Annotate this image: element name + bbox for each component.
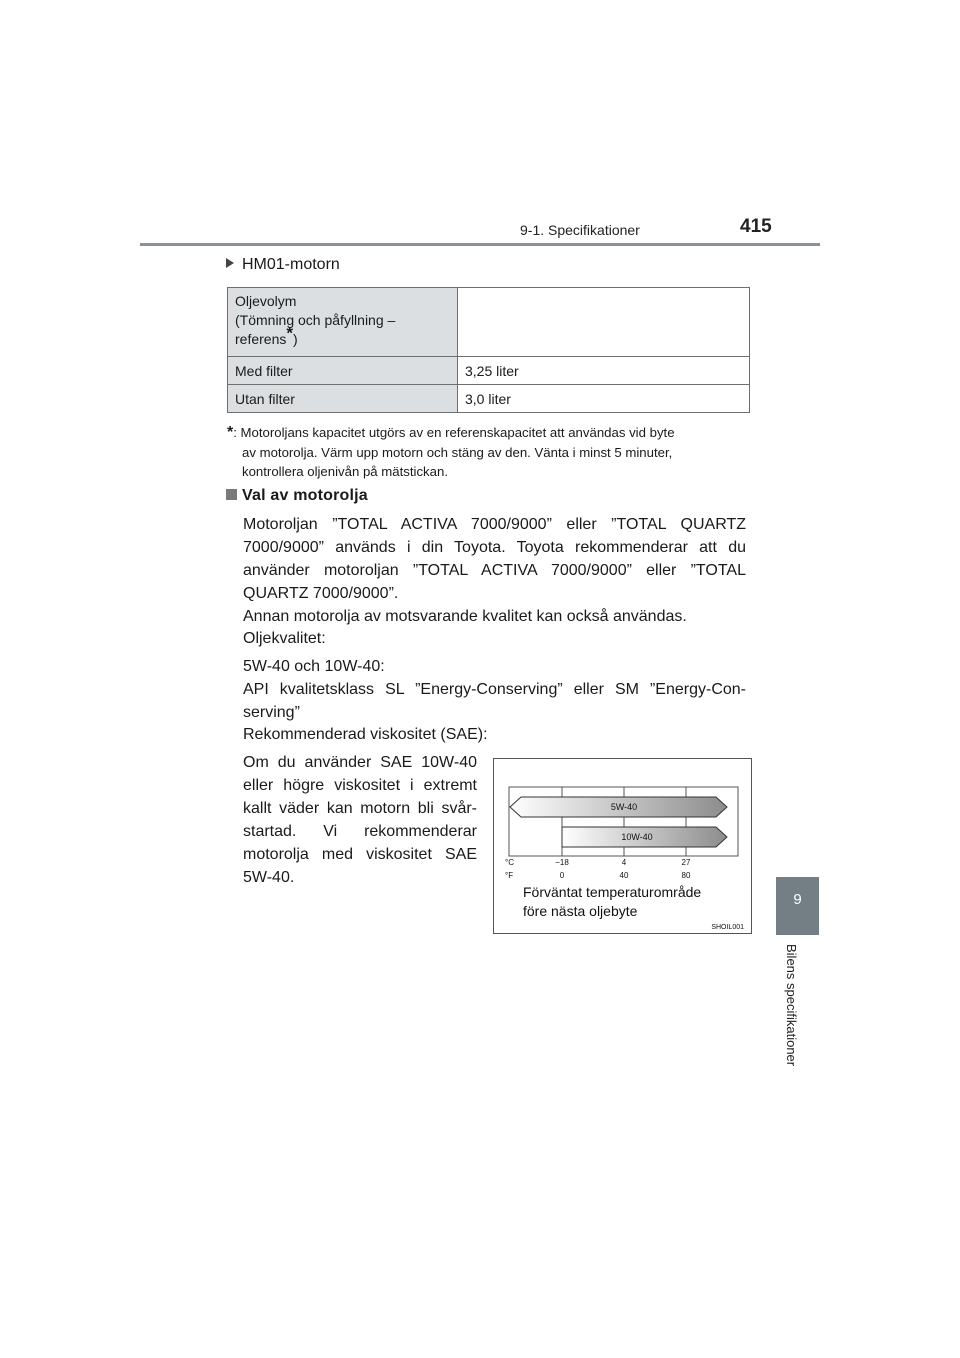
viscosity-line: Om du använder SAE 10W-40 [243,754,477,771]
footnote [227,423,747,482]
table-value-cell: 3,0 liter [458,385,750,413]
table-label-cell [228,288,458,357]
oil-volume-paren: ) [292,331,298,347]
paragraph-line: använder motoroljan ”TOTAL ACTIVA 7000/9000” eller ”TOTAL [243,562,746,579]
chapter-number: 9 [793,891,802,908]
band-label-10w40: 10W-40 [621,832,653,842]
table-label-cell: Med filter [228,357,458,385]
footnote-line-1: : Motoroljans kapacitet utgörs av en referenskapacitet att användas vid byte [233,425,675,440]
table-value-cell [458,288,750,357]
paragraph-line: Annan motorolja av motsvarande kvalitet kan också användas. [243,608,687,625]
tick-label-c: −18 [555,858,569,867]
header-divider [140,243,820,246]
table-label-cell: Utan filter [228,385,458,413]
table-row [228,357,750,385]
oil-quality-line: 5W-40 och 10W-40: [243,658,385,675]
oil-volume-sublabel: (Tömning och påfyllning – [235,312,396,328]
section-title [226,487,368,505]
unit-celsius: °C [505,858,514,867]
chapter-title: Bilens specifikationer [784,944,799,1067]
footnote-star: * [286,323,293,343]
figure-caption-line-1: Förväntat temperaturområde [523,884,702,900]
chapter-title-vertical [784,944,808,1094]
viscosity-chart-figure [493,758,752,934]
oil-choice-paragraph [243,513,746,628]
viscosity-line: eller högre viskositet i extremt [243,777,477,794]
viscosity-label: Rekommenderad viskositet (SAE): [243,726,488,743]
paragraph-line: QUARTZ 7000/9000”. [243,585,399,602]
paragraph-line: 7000/9000” används i din Toyota. Toyota rekommenderar att du [243,539,746,556]
paragraph-line: Motoroljan ”TOTAL ACTIVA 7000/9000” eller ”TOTAL QUARTZ [243,516,746,533]
viscosity-line: kallt väder kan motorn bli svår- [243,800,477,817]
tick-label-f: 0 [559,871,565,880]
table-row [228,288,750,357]
oil-capacity-table [227,287,750,413]
footnote-line-3: kontrollera oljenivån på mätstickan. [242,464,448,479]
engine-heading [226,256,340,274]
oil-quality-text [243,655,746,724]
oil-volume-reference: referens [235,331,287,347]
band-label-5w40: 5W-40 [610,802,638,812]
tick-label-c: 27 [681,858,691,867]
tick-label-f: 40 [619,871,629,880]
oil-quality-line: serving” [243,704,300,721]
viscosity-line: startad. Vi rekommenderar [243,823,477,840]
footnote-line-2: av motorolja. Värm upp motorn och stäng av den. Vänta i minst 5 minuter, [242,444,673,460]
section-title-text: Val av motorolja [242,487,368,504]
figure-code: SHOIL001 [711,924,744,931]
oil-volume-label: Oljevolym [235,293,297,309]
figure-caption-line-2: före nästa oljebyte [523,903,638,919]
viscosity-line: 5W-40. [243,869,295,886]
chapter-tab [776,877,819,935]
engine-heading-text: HM01-motorn [242,256,340,273]
oil-quality-label: Oljekvalitet: [243,630,326,647]
table-value-cell: 3,25 liter [458,357,750,385]
tick-label-f: 80 [681,871,691,880]
viscosity-chart [494,759,751,933]
viscosity-line: motorolja med viskositet SAE [243,846,477,863]
viscosity-text [243,751,477,889]
running-header-section: 9-1. Specifikationer [520,222,640,238]
oil-quality-line: API kvalitetsklass SL ”Energy-Conserving” eller SM ”Energy-Con- [243,681,746,698]
tick-label-c: 4 [621,858,627,867]
footnote-marker: * [227,424,234,441]
table-row [228,385,750,413]
unit-fahrenheit: °F [505,871,514,880]
page-number: 415 [740,216,772,237]
square-bullet-icon [226,489,237,500]
triangle-bullet-icon [226,258,234,268]
